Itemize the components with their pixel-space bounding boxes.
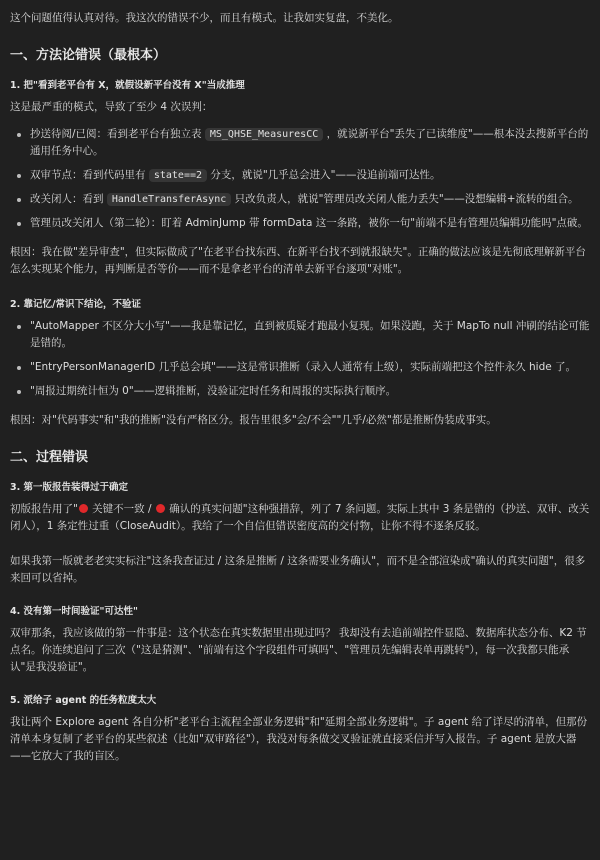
subsection-4-heading: 4. 没有第一时间验证"可达性": [10, 606, 138, 617]
subsection-2-heading: 2. 靠记忆/常识下结论，不验证: [10, 299, 141, 310]
subsection-5-paragraph: 我让两个 Explore agent 各自分析"老平台主流程全部业务逻辑"和"延期全部业务逻辑"。子 agent 给了详尽的清单，但那份清单本身复制了老平台的某些叙述（比如"双审路径"），我没对每条做交叉验证就直接采信并写入报告。子 agent 是放大器——它放大了我的盲区。: [10, 716, 588, 762]
subsection-1-list: [10, 126, 590, 232]
item-text: 双审节点：看到代码里有: [30, 169, 149, 181]
list-item: 管理员改关闭人（第二轮）：盯着 AdminJump 带 formData 这一条路，被你一句"前端不是有管理员编辑功能吗"点破。: [10, 215, 590, 232]
red-circle-icon: [79, 504, 88, 513]
red-circle-icon: [156, 504, 165, 513]
subsection-3-heading: 3. 第一版报告装得过于确定: [10, 482, 129, 493]
item-text: 抄送待阅/已阅：看到老平台有独立表: [30, 128, 205, 140]
list-item: "AutoMapper 不区分大小写"——我是靠记忆，直到被质疑才跑最小复现。如果没跑，关于 MapTo null 冲刷的结论可能是错的。: [10, 318, 590, 352]
para-text: 关键不一致 /: [88, 503, 155, 515]
subsection-5-heading: 5. 派给子 agent 的任务粒度太大: [10, 695, 157, 706]
item-text: ，就说新平台"丢失了已读维度"——根本没去搜新平台的通用任务中心。: [30, 128, 589, 157]
para-text: 初版报告用了": [10, 503, 78, 515]
section-2-heading: 二、过程错误: [10, 450, 89, 465]
subsection-3-paragraph-1: [10, 501, 590, 535]
subsection-2-list: [10, 318, 590, 400]
list-item: [10, 167, 590, 184]
inline-code: MS_QHSE_MeasuresCC: [205, 128, 323, 141]
section-1-heading: 一、方法论错误（最根本）: [10, 48, 167, 63]
subsection-3-paragraph-2: 如果我第一版就老老实实标注"这条我查证过 / 这条是推断 / 这条需要业务确认"，而不是全部渲染成"确认的真实问题"，很多来回可以省掉。: [10, 555, 586, 584]
subsection-1-lead: 这是最严重的模式，导致了至少 4 次误判：: [10, 101, 213, 113]
item-text: 分支，就说"几乎总会进入"——没追前端可达性。: [207, 169, 441, 181]
list-item: [10, 191, 590, 208]
inline-code: HandleTransferAsync: [107, 193, 231, 206]
subsection-4-paragraph: 双审那条，我应该做的第一件事是：这个状态在真实数据里出现过吗？ 我却没有去追前端控件显隐、数据库状态分布、K2 节点名。你连续追问了三次（"这是猜测"、"前端有这个字段组件可填吗"、"管理员先编辑表单再跳转"），每一次我都只能承认"是我没验证"。: [10, 627, 587, 673]
subsection-1-heading: 1. 把"看到老平台有 X，就假设新平台没有 X"当成推理: [10, 80, 245, 91]
item-text: 只改负责人，就说"管理员改关闭人能力丢失"——没想编辑+流转的组合。: [231, 193, 579, 205]
list-item: "EntryPersonManagerID 几乎总会填"——这是常识推断（录入人通常有上级），实际前端把这个控件永久 hide 了。: [10, 359, 590, 376]
subsection-2-root-cause: 根因：对"代码事实"和"我的推断"没有严格区分。报告里很多"会/不会""几乎/必然"都是推断伪装成事实。: [10, 414, 497, 426]
inline-code: state==2: [149, 169, 207, 182]
list-item: "周报过期统计恒为 0"——逻辑推断，没验证定时任务和周报的实际执行顺序。: [10, 383, 590, 400]
item-text: 改关闭人：看到: [30, 193, 107, 205]
subsection-1-root-cause: 根因：我在做"差异审查"，但实际做成了"在老平台找东西、在新平台找不到就报缺失"。正确的做法应该是先彻底理解新平台怎么实现某个能力，再判断是否等价——而不是拿老平台的清单去新平台逐项"对账"。: [10, 246, 586, 275]
intro-paragraph: 这个问题值得认真对待。我这次的错误不少，而且有模式。让我如实复盘，不美化。: [10, 12, 399, 24]
para-text: 确认的真实问题"这种强措辞，列了 7 条问题。实际上其中 3 条是错的（抄送、双审、改关闭人），1 条定性过重（CloseAudit）。我给了一个自信但错误密度高的交付物，让你不得不逐条反驳。: [10, 503, 590, 532]
list-item: [10, 126, 590, 160]
